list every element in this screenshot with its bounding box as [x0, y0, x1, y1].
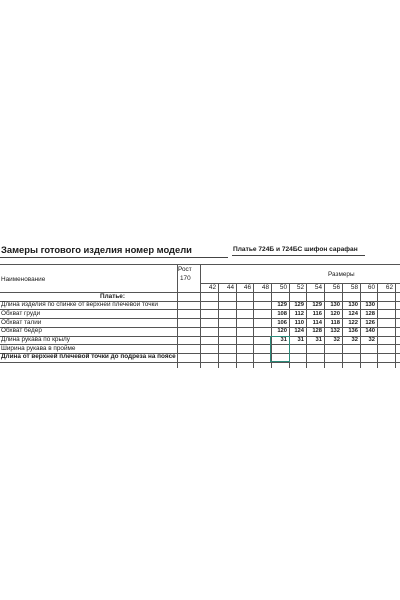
table-cell: 130 [348, 302, 358, 309]
grid-vline [377, 283, 378, 368]
table-cell: 128 [312, 328, 322, 335]
table-cell: 110 [294, 319, 304, 326]
title-row [0, 240, 400, 262]
grid-vline [218, 283, 219, 368]
height-header: Рост [178, 266, 192, 273]
row-label: Длина изделия по спинке от верхней плечевой точки [1, 301, 158, 309]
title-underline [0, 257, 228, 258]
table-cell: 114 [312, 319, 322, 326]
name-header: Наименование [1, 276, 46, 283]
size-header-42: 42 [208, 284, 216, 291]
table-cell: 140 [365, 328, 375, 335]
table-cell: 118 [330, 319, 340, 326]
table-cell: 31 [315, 337, 322, 343]
row-label: Ширина рукава в пройме [1, 344, 76, 352]
model-title: Платье 724Б и 724БС шифон сарафан [233, 246, 358, 253]
measurement-sheet [0, 240, 400, 370]
sizes-header: Размеры [328, 271, 355, 278]
grid-vline [236, 283, 237, 368]
table-cell: 116 [312, 310, 322, 317]
grid-vline [200, 264, 201, 368]
size-header-58: 58 [350, 284, 358, 291]
row-label: Обхват груди [1, 309, 41, 317]
table-cell: 130 [365, 302, 375, 309]
height-value: 170 [180, 275, 191, 282]
table-cell: 129 [294, 302, 304, 309]
table-cell: 32 [351, 337, 358, 343]
sheet-title: Замеры готового изделия номер модели [1, 244, 192, 255]
grid-vline [177, 264, 178, 368]
table-cell: 136 [348, 328, 358, 335]
table-cell: 31 [297, 337, 304, 343]
table-cell: 31 [280, 337, 287, 343]
table-cell: 124 [294, 328, 304, 335]
model-underline [232, 255, 365, 256]
table-cell: 128 [365, 310, 375, 317]
table-cell: 32 [368, 337, 375, 343]
table-cell: 112 [294, 310, 304, 317]
row-label: Платье: [100, 292, 125, 300]
size-header-46: 46 [243, 284, 251, 291]
table-cell: 132 [330, 328, 340, 335]
table-cell: 124 [348, 310, 358, 317]
table-cell: 130 [330, 302, 340, 309]
row-label: Длина от верхней плечевой точки до подреза на поясе [1, 353, 176, 361]
size-header-44: 44 [226, 284, 234, 291]
table-cell: 122 [348, 319, 358, 326]
selection-highlight [270, 336, 290, 362]
size-header-48: 48 [261, 284, 269, 291]
table-cell: 129 [277, 302, 287, 309]
size-header-52: 52 [296, 284, 304, 291]
table-cell: 32 [333, 337, 340, 343]
table-cell: 120 [330, 310, 340, 317]
table-cell: 120 [277, 328, 287, 335]
table-cell: 106 [277, 319, 287, 326]
size-header-50: 50 [279, 284, 287, 291]
table-cell: 129 [312, 302, 322, 309]
row-label: Длина рукава по крылу [1, 336, 70, 343]
grid-vline [395, 283, 396, 368]
size-header-56: 56 [332, 284, 340, 291]
grid-vline [253, 283, 254, 368]
table-cell: 108 [277, 310, 287, 317]
table-cell: 126 [365, 319, 375, 326]
size-header-54: 54 [314, 284, 322, 291]
size-header-62: 62 [385, 284, 393, 291]
row-label: Обхват талии [1, 318, 42, 326]
size-header-60: 60 [367, 284, 375, 291]
row-label: Обхват бедер [1, 327, 42, 335]
